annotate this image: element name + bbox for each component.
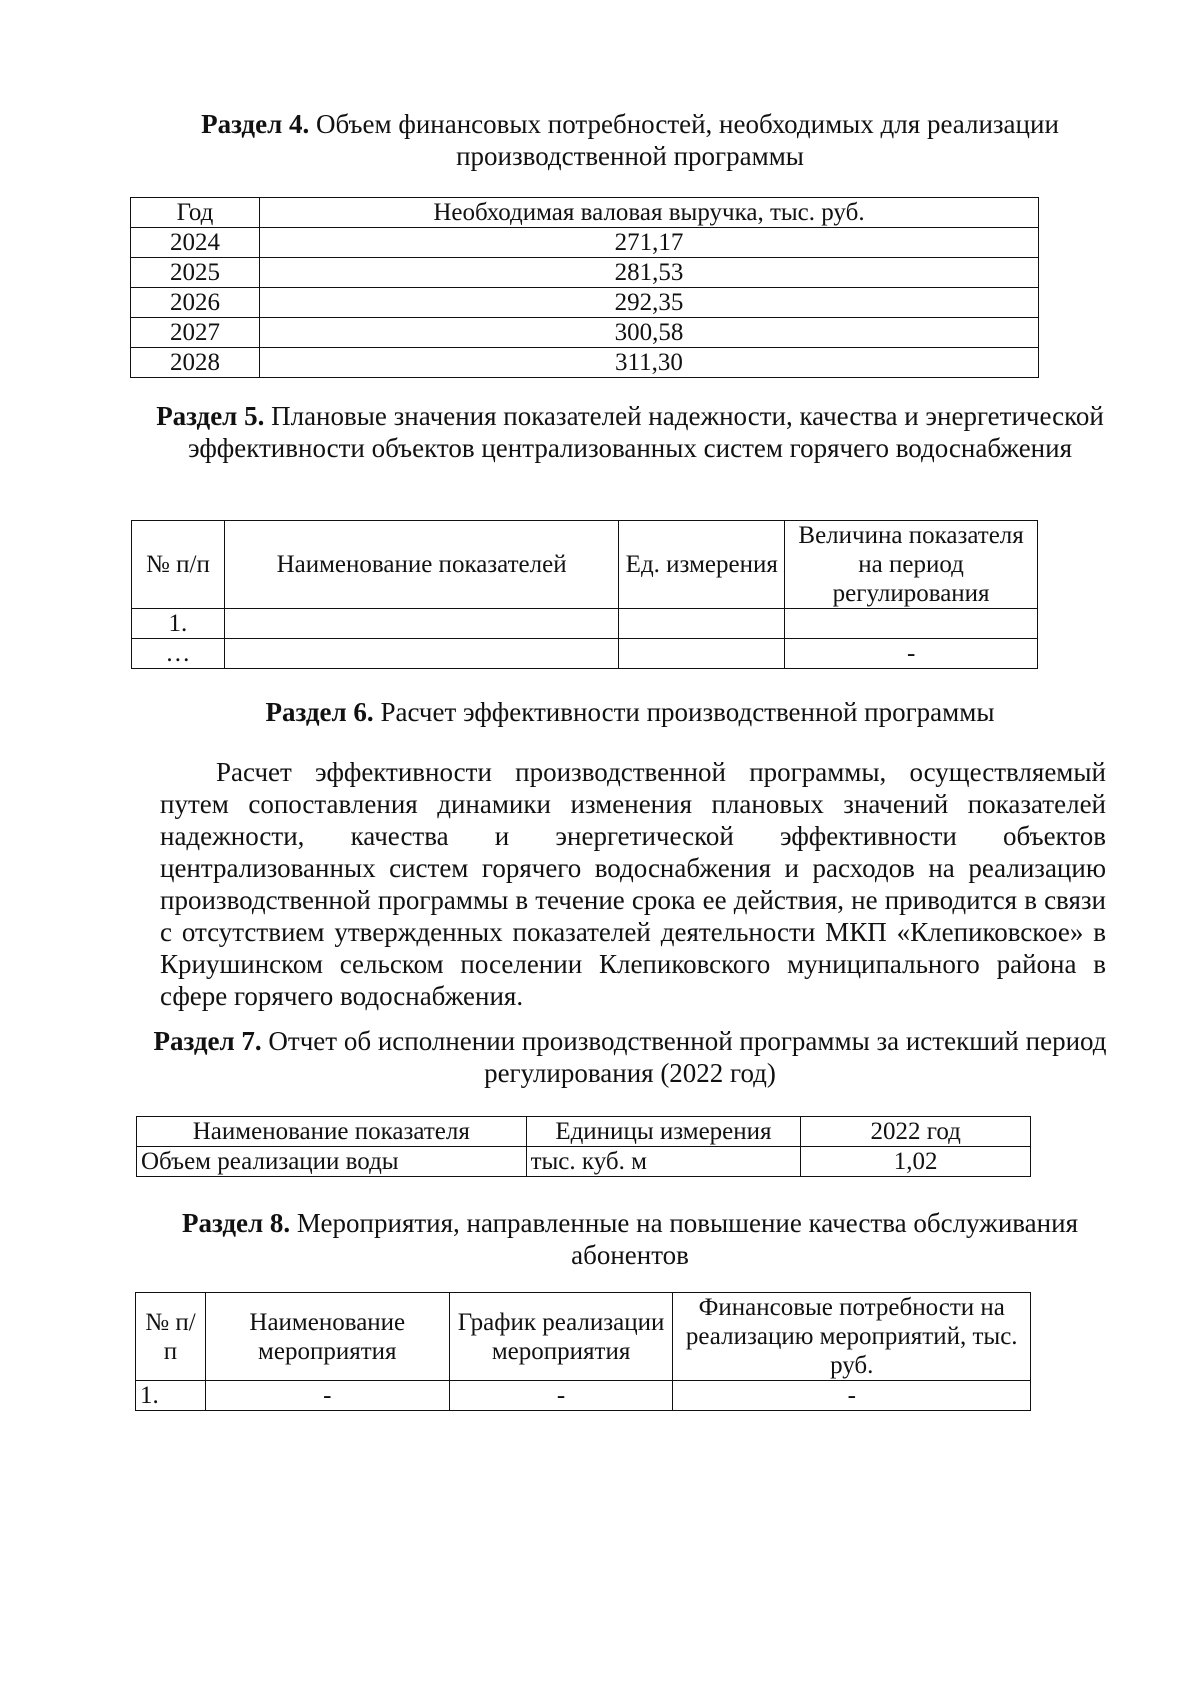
cell-unit: тыс. куб. м xyxy=(526,1147,801,1177)
table-row xyxy=(131,288,1039,318)
section8-label: Раздел 8. xyxy=(182,1208,291,1238)
table-row xyxy=(137,1147,1031,1177)
section6-paragraph xyxy=(160,756,1106,1012)
cell-indicator-name xyxy=(224,609,618,639)
section5-table xyxy=(131,520,1038,669)
header-year-2022: 2022 год xyxy=(801,1117,1031,1147)
cell-revenue: 281,53 xyxy=(259,258,1038,288)
table-row xyxy=(131,318,1039,348)
cell-value: 1,02 xyxy=(801,1147,1031,1177)
table-row xyxy=(131,228,1039,258)
section5-label: Раздел 5. xyxy=(156,401,265,431)
table-header-row xyxy=(137,1117,1031,1147)
header-financial-needs: Финансовые потребности на реализацию мероприятий, тыс. руб. xyxy=(673,1293,1031,1381)
cell-revenue: 300,58 xyxy=(259,318,1038,348)
header-number: № п/п xyxy=(136,1293,206,1381)
cell-number: … xyxy=(132,639,225,669)
section6-label: Раздел 6. xyxy=(265,697,374,727)
table-header-row xyxy=(131,198,1039,228)
cell-unit xyxy=(619,609,785,639)
cell-year: 2028 xyxy=(131,348,260,378)
cell-year: 2027 xyxy=(131,318,260,348)
cell-unit xyxy=(619,639,785,669)
section6-title: Расчет эффективности производственной программы xyxy=(373,697,995,727)
cell-indicator-value: - xyxy=(785,639,1038,669)
header-indicator-name: Наименование показателей xyxy=(224,521,618,609)
cell-revenue: 292,35 xyxy=(259,288,1038,318)
cell-number: 1. xyxy=(136,1381,206,1411)
cell-year: 2025 xyxy=(131,258,260,288)
cell-year: 2024 xyxy=(131,228,260,258)
cell-schedule: - xyxy=(449,1381,673,1411)
table-row xyxy=(136,1381,1031,1411)
section8-table xyxy=(135,1292,1031,1411)
table-row xyxy=(131,348,1039,378)
header-indicator-name: Наименование показателя xyxy=(137,1117,527,1147)
cell-year: 2026 xyxy=(131,288,260,318)
table-row xyxy=(131,258,1039,288)
cell-number: 1. xyxy=(132,609,225,639)
cell-indicator-name: Объем реализации воды xyxy=(137,1147,527,1177)
table-header-row xyxy=(132,521,1038,609)
header-unit: Единицы измерения xyxy=(526,1117,801,1147)
table-header-row xyxy=(136,1293,1031,1381)
section4-table xyxy=(130,197,1039,378)
section7-label: Раздел 7. xyxy=(153,1026,262,1056)
table-row xyxy=(132,609,1038,639)
header-number: № п/п xyxy=(132,521,225,609)
section7-title: Отчет об исполнении производственной программы за истекший период регулирования (2022 год) xyxy=(261,1026,1107,1088)
cell-revenue: 311,30 xyxy=(259,348,1038,378)
section8-title: Мероприятия, направленные на повышение качества обслуживания абонентов xyxy=(290,1208,1078,1270)
cell-indicator-name xyxy=(224,639,618,669)
table-row xyxy=(132,639,1038,669)
header-revenue: Необходимая валовая выручка, тыс. руб. xyxy=(259,198,1038,228)
section7-table xyxy=(136,1116,1031,1177)
header-indicator-value: Величина показателя на период регулирования xyxy=(785,521,1038,609)
section4-title: Объем финансовых потребностей, необходимых для реализации производственной программы xyxy=(309,109,1059,171)
header-unit: Ед. измерения xyxy=(619,521,785,609)
section6-heading xyxy=(150,696,1110,728)
paragraph-text: Расчет эффективности производственной программы, осуществляемый путем сопоставления динамики изменения плановых значений показателей надежности, качества и энергетической эффективности объектов централизованных систем горячего водоснабжения и расходов на реализацию производственной программы в течение срока ее действия, не приводится в связи с отсутствием утвержденных показателей деятельности МКП «Клепиковское» в Криушинском сельском поселении Клепиковского муниципального района в сфере горячего водоснабжения. xyxy=(160,757,1106,1011)
header-year: Год xyxy=(131,198,260,228)
section7-heading xyxy=(150,1025,1110,1089)
section4-heading xyxy=(150,108,1110,172)
section4-label: Раздел 4. xyxy=(201,109,310,139)
cell-revenue: 271,17 xyxy=(259,228,1038,258)
cell-indicator-value xyxy=(785,609,1038,639)
header-schedule: График реализации мероприятия xyxy=(449,1293,673,1381)
cell-financial-needs: - xyxy=(673,1381,1031,1411)
section8-heading xyxy=(150,1207,1110,1271)
header-measure-name: Наименование мероприятия xyxy=(205,1293,449,1381)
section5-title: Плановые значения показателей надежности, качества и энергетической эффективности объектов централизованных систем горячего водоснабжения xyxy=(188,401,1104,463)
section5-heading xyxy=(150,400,1110,464)
cell-measure-name: - xyxy=(205,1381,449,1411)
